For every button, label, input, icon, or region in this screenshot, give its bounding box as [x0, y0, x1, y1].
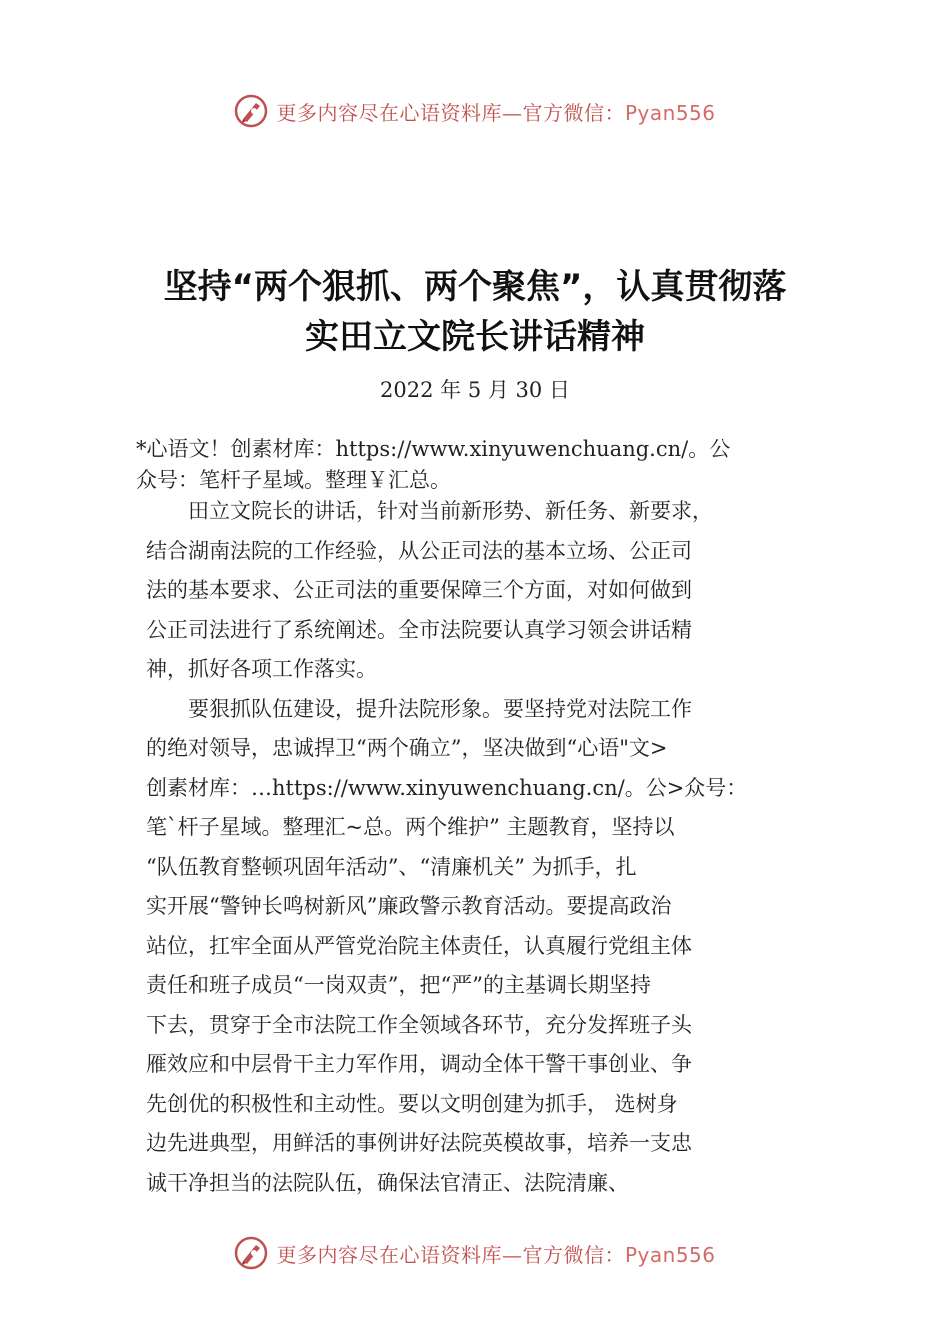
body-line: 法的基本要求、公正司法的重要保障三个方面，对如何做到: [146, 578, 692, 602]
document-date: 2022 年 5 月 30 日: [380, 378, 570, 402]
body-line: 创素材库：…https://www.xinyuwenchuang.cn/。公>众号：: [146, 775, 748, 800]
body-line: 要狠抓队伍建设，提升法院形象。要坚持党对法院工作: [146, 696, 692, 721]
body-line: 下去，贯穿于全市法院工作全领域各环节，充分发挥班子头: [146, 1012, 692, 1037]
source-note: [136, 434, 816, 496]
header-banner: [0, 94, 950, 128]
body-line: 站位，扛牢全面从严管党治院主体责任，认真履行党组主体: [146, 933, 692, 958]
wechat-id: Pyan556: [624, 1242, 716, 1267]
title-line-1: 坚持“两个狠抓、两个聚焦”，认真贯彻落: [163, 267, 787, 307]
body-line: 边先进典型，用鲜活的事例讲好法院英模故事，培养一支忠: [146, 1131, 692, 1155]
body-line: 先创优的积极性和主动性。要以文明创建为抓手， 选树身: [146, 1091, 678, 1116]
body-text: [146, 492, 816, 1203]
source-note-line-1: *心语文！创素材库：https://www.xinyuwenchuang.cn/。公: [136, 437, 731, 461]
body-line: 田立文院长的讲话，针对当前新形势、新任务、新要求，: [146, 499, 713, 523]
banner-text: 更多内容尽在心语资料库—官方微信：Pyan556: [276, 1242, 716, 1267]
footer-banner: [0, 1236, 950, 1270]
body-line: 结合湖南法院的工作经验，从公正司法的基本立场、公正司: [146, 538, 692, 563]
body-line: 的绝对领导，忠诚捍卫“两个确立”，坚决做到“心语"文>: [146, 736, 668, 760]
body-line: “队伍教育整顿巩固年活动”、“清廉机关” 为抓手，扎: [146, 854, 637, 879]
document-title: [0, 262, 950, 362]
banner-text: 更多内容尽在心语资料库—官方微信：Pyan556: [276, 100, 716, 125]
body-line: 诚干净担当的法院队伍，确保法官清正、法院清廉、: [146, 1170, 629, 1195]
body-line: 实开展“警钟长鸣树新风”廉政警示教育活动。要提高政治: [146, 894, 672, 918]
source-note-line-2: 众号：笔杆子星域。整理￥汇总。: [136, 468, 451, 492]
title-line-2: 实田立文院长讲话精神: [305, 317, 645, 357]
pen-logo-icon: [234, 94, 268, 128]
pen-logo-icon: [234, 1236, 268, 1270]
wechat-id: Pyan556: [624, 100, 716, 125]
body-line: 笔`杆子星域。整理汇~总。两个维护” 主题教育，坚持以: [146, 815, 675, 839]
body-line: 责任和班子成员“一岗双责”，把“严”的主基调长期坚持: [146, 973, 651, 997]
body-line: 神，抓好各项工作落实。: [146, 657, 377, 681]
body-line: 公正司法进行了系统阐述。全市法院要认真学习领会讲话精: [146, 617, 692, 642]
body-line: 雁效应和中层骨干主力军作用，调动全体干警干事创业、争: [146, 1052, 692, 1076]
